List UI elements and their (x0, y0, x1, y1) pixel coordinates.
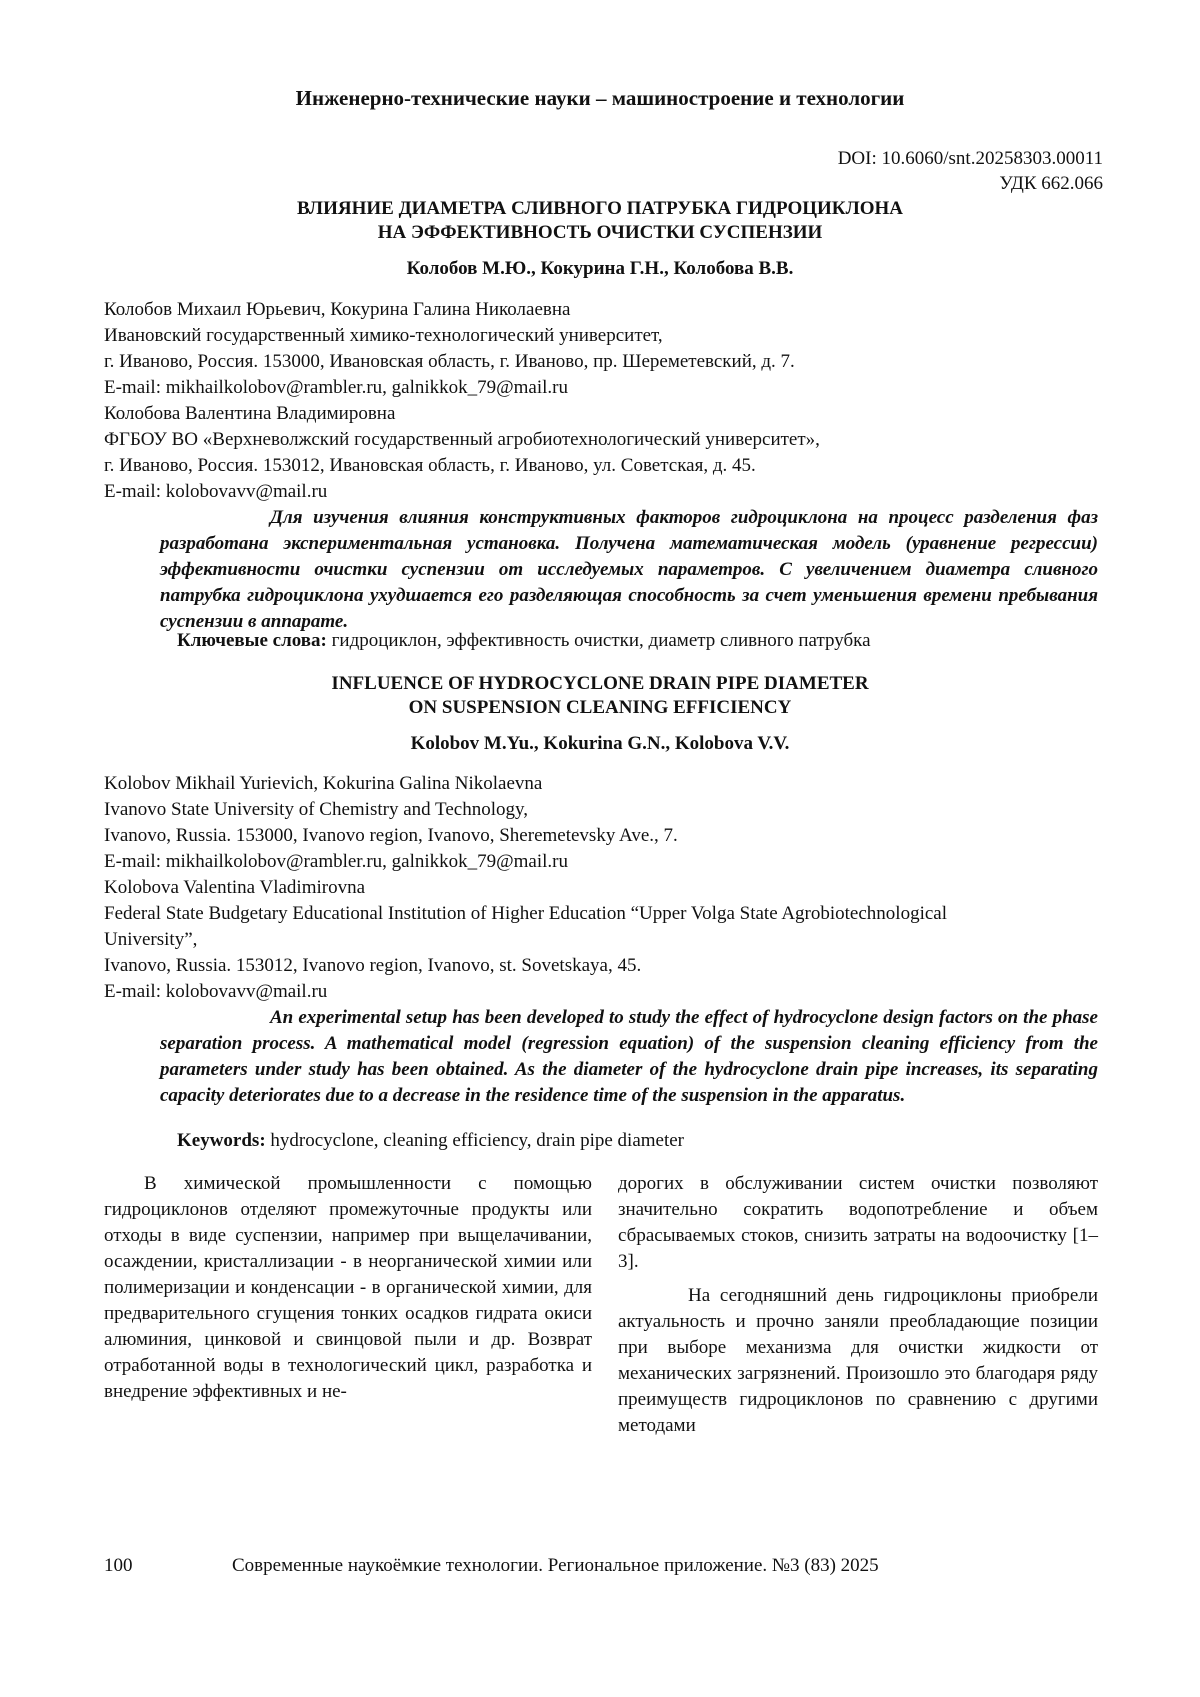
keywords-en (177, 1130, 684, 1152)
page-number: 100 (104, 1555, 133, 1576)
affiliation-line: Колобов Михаил Юрьевич, Кокурина Галина Николаевна (104, 299, 571, 320)
keywords-text: гидроциклон, эффективность очистки, диаметр сливного патрубка (326, 630, 871, 651)
body-column-left (104, 1171, 592, 1405)
email-line[interactable]: E-mail: kolobovavv@mail.ru (104, 481, 328, 502)
doi[interactable]: DOI: 10.6060/snt.20258303.00011 (837, 148, 1103, 169)
title-en-line1: INFLUENCE OF HYDROCYCLONE DRAIN PIPE DIAMETER (331, 673, 869, 694)
affiliation-line: Ivanovo, Russia. 153012, Ivanovo region, Ivanovo, st. Sovetskaya, 45. (104, 955, 642, 976)
body-column-right (618, 1171, 1098, 1439)
affiliation-line: Federal State Budgetary Educational Institution of Higher Education “Upper Volga State Agrobiotechnological (104, 903, 948, 924)
affiliation-line: Колобова Валентина Владимировна (104, 403, 396, 424)
affiliation-line: Kolobov Mikhail Yurievich, Kokurina Galina Nikolaevna (104, 773, 543, 794)
keywords-ru (177, 630, 871, 652)
article-identifiers (838, 146, 1103, 196)
email-line[interactable]: E-mail: mikhailkolobov@rambler.ru, galnikkok_79@mail.ru (104, 851, 568, 872)
affiliation-line: Kolobova Valentina Vladimirovna (104, 877, 366, 898)
affiliation-line: ФГБОУ ВО «Верхневолжский государственный агробиотехнологический университет», (104, 429, 820, 450)
affiliation-ru (104, 297, 1114, 505)
affiliation-line: г. Иваново, Россия. 153012, Ивановская область, г. Иваново, ул. Советская, д. 45. (104, 455, 756, 476)
authors-en: Kolobov M.Yu., Kokurina G.N., Kolobova V.V. (410, 733, 790, 754)
section-header: Инженерно-технические науки – машиностроение и технологии (295, 86, 905, 110)
title-ru (150, 197, 1050, 245)
title-ru-line1: ВЛИЯНИЕ ДИАМЕТРА СЛИВНОГО ПАТРУБКА ГИДРОЦИКЛОНА (296, 198, 903, 219)
body-paragraph: В химической промышленности с помощью гидроциклонов отделяют промежуточные продукты или отходы в виде суспензии, например при выщелачивании, осаждении, кристаллизации - в неорганической химии или полимеризации и конденсации - в органической химии, для предварительного сгущения тонких осадков гидрата окиси алюминия, цинковой и свинцовой пыли и др. Возврат отработанной воды в технологический цикл, разработка и внедрение эффективных и не- (104, 1173, 592, 1402)
affiliation-en (104, 771, 1114, 1005)
body-paragraph: дорогих в обслуживании систем очистки позволяют значительно сократить водопотребление и объем сбрасываемых стоков, снизить затраты на водоочистку [1–3]. (618, 1173, 1098, 1272)
authors-ru: Колобов М.Ю., Кокурина Г.Н., Колобова В.В. (406, 258, 794, 279)
keywords-text: hydrocyclone, cleaning efficiency, drain pipe diameter (265, 1130, 684, 1151)
keywords-label: Ключевые слова: (177, 630, 327, 651)
affiliation-line: University”, (104, 929, 198, 950)
affiliation-line: Ивановский государственный химико-технологический университет, (104, 325, 663, 346)
affiliation-line: Ivanovo, Russia. 153000, Ivanovo region, Ivanovo, Sheremetevsky Ave., 7. (104, 825, 678, 846)
keywords-label: Keywords: (177, 1130, 266, 1151)
body-paragraph: На сегодняшний день гидроциклоны приобрели актуальность и прочно заняли преобладающие позиции при выборе механизма для очистки жидкости от механических загрязнений. Произошло это благодаря ряду преимуществ гидроциклонов по сравнению с другими методами (618, 1285, 1098, 1436)
journal-footer: Современные наукоёмкие технологии. Региональное приложение. №3 (83) 2025 (232, 1555, 879, 1576)
title-en-line2: ON SUSPENSION CLEANING EFFICIENCY (408, 697, 792, 718)
title-ru-line2: НА ЭФФЕКТИВНОСТЬ ОЧИСТКИ СУСПЕНЗИИ (377, 222, 823, 243)
abstract-ru: Для изучения влияния конструктивных факторов гидроциклона на процесс разделения фаз разработана экспериментальная установка. Получена математическая модель (уравнение регрессии) эффективности очистки суспензии от исследуемых параметров. С увеличением диаметра сливного патрубка гидроциклона ухудшается его разделяющая способность за счет уменьшения времени пребывания суспензии в аппарате. (160, 507, 1098, 632)
abstract-en: An experimental setup has been developed to study the effect of hydrocyclone design factors on the phase separation process. A mathematical model (regression equation) of the suspension cleaning efficiency from the parameters under study has been obtained. As the diameter of the hydrocyclone drain pipe increases, its separating capacity deteriorates due to a decrease in the residence time of the suspension in the apparatus. (160, 1007, 1098, 1106)
email-line[interactable]: E-mail: mikhailkolobov@rambler.ru, galnikkok_79@mail.ru (104, 377, 568, 398)
email-line[interactable]: E-mail: kolobovavv@mail.ru (104, 981, 328, 1002)
udk: УДК 662.066 (999, 173, 1103, 194)
affiliation-line: г. Иваново, Россия. 153000, Ивановская область, г. Иваново, пр. Шереметевский, д. 7. (104, 351, 795, 372)
title-en (150, 672, 1050, 720)
affiliation-line: Ivanovo State University of Chemistry and Technology, (104, 799, 528, 820)
